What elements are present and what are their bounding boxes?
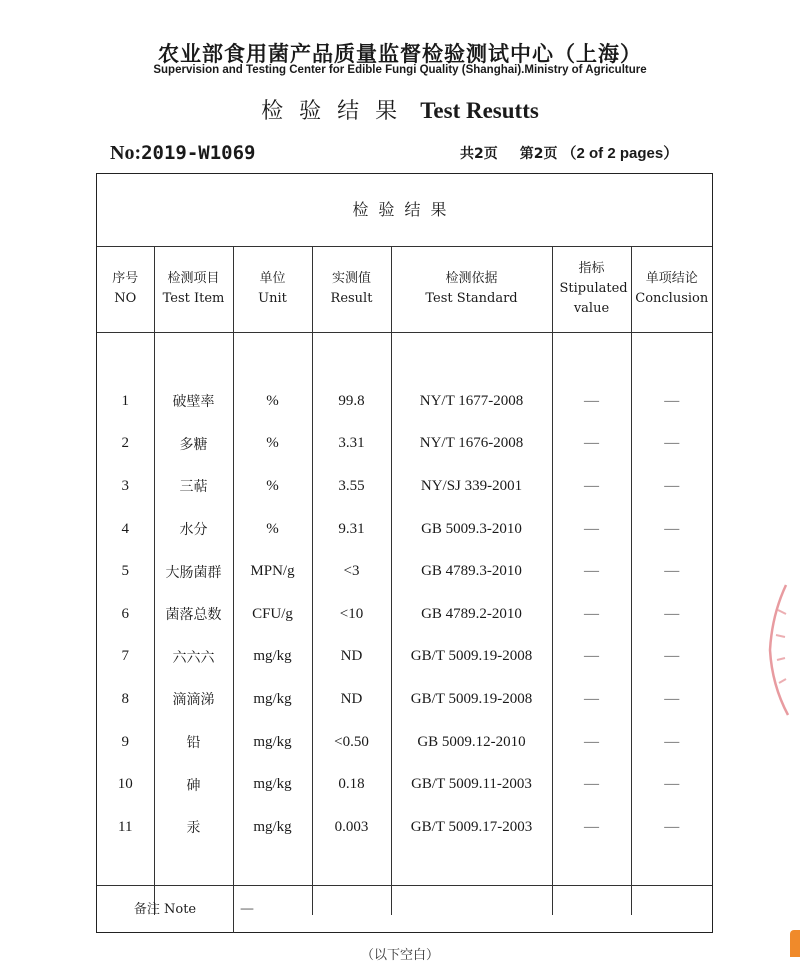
header-test-standard: 检测依据 Test Standard bbox=[391, 246, 552, 333]
row-conclusion: — bbox=[664, 776, 680, 793]
page-count-en: （2 of 2 pages） bbox=[561, 145, 679, 162]
document-title-cn: 检验结果 bbox=[261, 99, 414, 124]
row-standard: NY/T 1676-2008 bbox=[391, 423, 552, 466]
row-standard: GB 4789.2-2010 bbox=[391, 593, 552, 636]
header-stipulated-value: 指标 Stipulated value bbox=[552, 246, 631, 333]
row-result: <3 bbox=[312, 550, 391, 593]
official-seal-fragment bbox=[764, 575, 794, 725]
row-item: 多糖 bbox=[154, 423, 233, 466]
note-value: — bbox=[240, 901, 254, 917]
report-number-value: 2019-W1069 bbox=[141, 142, 256, 164]
header-conclusion: 单项结论 Conclusion bbox=[631, 246, 712, 333]
row-conclusion: — bbox=[664, 435, 680, 452]
row-standard: GB 5009.3-2010 bbox=[391, 508, 552, 551]
row-standard: GB/T 5009.19-2008 bbox=[391, 678, 552, 721]
table-header-row bbox=[97, 246, 712, 333]
page-count bbox=[460, 142, 678, 163]
row-stipulated: — bbox=[552, 380, 631, 423]
table-row bbox=[97, 636, 712, 679]
row-stipulated: — bbox=[552, 806, 631, 849]
row-result: ND bbox=[312, 678, 391, 721]
row-stipulated: — bbox=[552, 465, 631, 508]
row-standard: NY/T 1677-2008 bbox=[391, 380, 552, 423]
row-item: 水分 bbox=[154, 508, 233, 551]
row-unit: mg/kg bbox=[233, 636, 312, 679]
table-row bbox=[97, 806, 712, 849]
row-result: <10 bbox=[312, 593, 391, 636]
note-label: 备注 Note bbox=[97, 886, 234, 933]
row-standard: GB/T 5009.19-2008 bbox=[391, 636, 552, 679]
side-tab bbox=[790, 930, 800, 957]
row-conclusion: — bbox=[664, 605, 680, 622]
row-stipulated: — bbox=[552, 508, 631, 551]
table-row bbox=[97, 380, 712, 423]
row-item: 滴滴涕 bbox=[154, 678, 233, 721]
row-unit: % bbox=[233, 508, 312, 551]
row-conclusion: — bbox=[664, 563, 680, 580]
row-no: 4 bbox=[97, 508, 154, 551]
row-no: 9 bbox=[97, 721, 154, 764]
header-unit: 单位 Unit bbox=[233, 246, 312, 333]
row-no: 3 bbox=[97, 465, 154, 508]
row-unit: mg/kg bbox=[233, 678, 312, 721]
row-result: 3.31 bbox=[312, 423, 391, 466]
row-unit: mg/kg bbox=[233, 806, 312, 849]
page-total-cn: 共2页 bbox=[460, 146, 498, 162]
row-unit: mg/kg bbox=[233, 721, 312, 764]
row-result: 0.003 bbox=[312, 806, 391, 849]
row-no: 2 bbox=[97, 423, 154, 466]
org-name-en: Supervision and Testing Center for Edible Fungi Quality (Shanghai).Ministry of Agriculture bbox=[153, 64, 647, 76]
row-unit: % bbox=[233, 380, 312, 423]
results-table bbox=[97, 246, 712, 915]
row-no: 11 bbox=[97, 806, 154, 849]
row-standard: GB/T 5009.11-2003 bbox=[391, 763, 552, 806]
page-current-cn: 第2页 bbox=[519, 146, 558, 162]
header-test-item: 检测项目 Test Item bbox=[154, 246, 233, 333]
row-standard: GB 5009.12-2010 bbox=[391, 721, 552, 764]
row-stipulated: — bbox=[552, 763, 631, 806]
row-item: 铅 bbox=[154, 721, 233, 764]
row-conclusion: — bbox=[664, 520, 680, 537]
row-standard: NY/SJ 339-2001 bbox=[391, 465, 552, 508]
row-no: 8 bbox=[97, 678, 154, 721]
row-item: 汞 bbox=[154, 806, 233, 849]
org-name-cn: 农业部食用菌产品质量监督检验测试中心（上海） bbox=[158, 42, 642, 66]
table-row bbox=[97, 721, 712, 764]
row-result: 0.18 bbox=[312, 763, 391, 806]
row-conclusion: — bbox=[664, 477, 680, 494]
row-conclusion: — bbox=[664, 392, 680, 409]
footer-blank-note: （以下空白） bbox=[360, 948, 439, 963]
row-unit: CFU/g bbox=[233, 593, 312, 636]
row-result: 3.55 bbox=[312, 465, 391, 508]
row-result: 99.8 bbox=[312, 380, 391, 423]
row-unit: % bbox=[233, 423, 312, 466]
row-result: 9.31 bbox=[312, 508, 391, 551]
row-unit: mg/kg bbox=[233, 763, 312, 806]
table-row bbox=[97, 423, 712, 466]
row-conclusion: — bbox=[664, 648, 680, 665]
row-no: 5 bbox=[97, 550, 154, 593]
row-stipulated: — bbox=[552, 721, 631, 764]
report-number bbox=[110, 142, 256, 165]
row-unit: % bbox=[233, 465, 312, 508]
row-no: 1 bbox=[97, 380, 154, 423]
table-row bbox=[97, 550, 712, 593]
row-conclusion: — bbox=[664, 818, 680, 835]
row-item: 六六六 bbox=[154, 636, 233, 679]
row-item: 大肠菌群 bbox=[154, 550, 233, 593]
table-row bbox=[97, 508, 712, 551]
header-no: 序号 NO bbox=[97, 246, 154, 333]
row-result: <0.50 bbox=[312, 721, 391, 764]
row-no: 10 bbox=[97, 763, 154, 806]
document-title bbox=[0, 94, 800, 125]
document-title-en: Test Resutts bbox=[420, 98, 539, 123]
report-number-label: No: bbox=[110, 142, 142, 164]
header-result: 实测值 Result bbox=[312, 246, 391, 333]
table-row bbox=[97, 763, 712, 806]
row-stipulated: — bbox=[552, 678, 631, 721]
row-no: 7 bbox=[97, 636, 154, 679]
table-row bbox=[97, 593, 712, 636]
note-row bbox=[97, 885, 712, 933]
table-row bbox=[97, 678, 712, 721]
results-frame bbox=[96, 173, 713, 933]
row-no: 6 bbox=[97, 593, 154, 636]
row-item: 三萜 bbox=[154, 465, 233, 508]
row-stipulated: — bbox=[552, 636, 631, 679]
row-result: ND bbox=[312, 636, 391, 679]
row-item: 菌落总数 bbox=[154, 593, 233, 636]
row-conclusion: — bbox=[664, 690, 680, 707]
row-stipulated: — bbox=[552, 593, 631, 636]
row-stipulated: — bbox=[552, 550, 631, 593]
row-standard: GB/T 5009.17-2003 bbox=[391, 806, 552, 849]
row-stipulated: — bbox=[552, 423, 631, 466]
row-standard: GB 4789.3-2010 bbox=[391, 550, 552, 593]
results-table-title: 检验结果 bbox=[97, 174, 712, 247]
table-row bbox=[97, 465, 712, 508]
row-conclusion: — bbox=[664, 733, 680, 750]
row-item: 破壁率 bbox=[154, 380, 233, 423]
row-unit: MPN/g bbox=[233, 550, 312, 593]
row-item: 砷 bbox=[154, 763, 233, 806]
